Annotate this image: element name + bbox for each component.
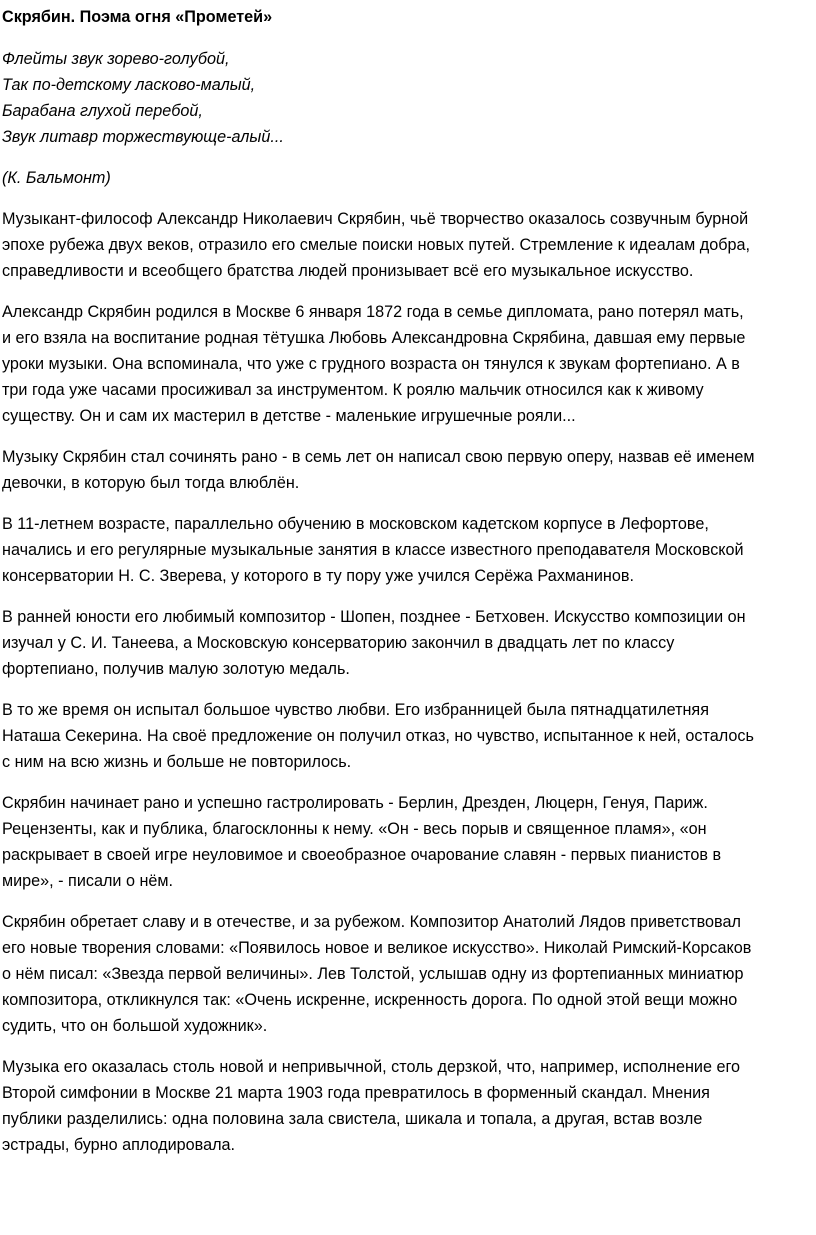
paragraph-line: уроки музыки. Она вспоминала, что уже с грудного возраста он тянулся к звукам фортепиано. А в [2,355,740,373]
paragraph-line: его новые творения словами: «Появилось новое и великое искусство». Николай Римский-Корсаков [2,939,752,957]
paragraph-line: начались и его регулярные музыкальные занятия в классе известного преподавателя Московской [2,541,744,559]
paragraph-line: В ранней юности его любимый композитор - Шопен, позднее - Бетховен. Искусство композиции он [2,608,746,626]
poem-line: Барабана глухой перебой, [2,102,203,120]
paragraph-line: изучал у С. И. Танеева, а Московскую консерваторию закончил в двадцать лет по классу [2,634,675,652]
paragraph-line: Музыку Скрябин стал сочинять рано - в семь лет он написал свою первую оперу, назвав её именем [2,448,755,466]
poem-line: Так по-детскому ласково-малый, [2,76,256,94]
paragraph-line: В 11-летнем возрасте, параллельно обучению в московском кадетском корпусе в Лефортове, [2,515,709,533]
paragraph-line: публики разделились: одна половина зала свистела, шикала и топала, а другая, встав возле [2,1110,703,1128]
poem-author: (К. Бальмонт) [2,169,111,187]
paragraph-line: Музыкант-философ Александр Николаевич Скрябин, чьё творчество оказалось созвучным бурной [2,210,749,228]
paragraph-line: Рецензенты, как и публика, благосклонны к нему. «Он - весь порыв и священное пламя», «он [2,820,707,838]
body-text [2,206,816,1158]
document-title: Скрябин. Поэма огня «Прометей» [2,8,273,26]
poem-line: Звук литавр торжествующе-алый... [2,128,284,146]
body-paragraph [2,206,816,284]
paragraph-line: существу. Он и сам их мастерил в детстве - маленькие игрушечные рояли... [2,407,576,425]
body-paragraph [2,444,816,496]
paragraph-line: о нём писал: «Звезда первой величины». Лев Толстой, услышав одну из фортепианных миниатюр [2,965,744,983]
paragraph-line: Александр Скрябин родился в Москве 6 января 1872 года в семье дипломата, рано потерял мать, [2,303,744,321]
body-paragraph [2,697,816,775]
paragraph-line: композитора, откликнулся так: «Очень искренне, искренность дорога. По одной этой вещи можно [2,991,738,1009]
paragraph-line: эстрады, бурно аплодировала. [2,1136,236,1154]
paragraph-line: с ним на всю жизнь и больше не повторилось. [2,753,352,771]
body-paragraph [2,299,816,429]
paragraph-line: девочки, в которую был тогда влюблён. [2,474,300,492]
body-paragraph [2,909,816,1039]
paragraph-line: судить, что он большой художник». [2,1017,268,1035]
paragraph-line: эпохе рубежа двух веков, отразило его смелые поиски новых путей. Стремление к идеалам добра, [2,236,751,254]
body-paragraph [2,604,816,682]
paragraph-line: и его взяла на воспитание родная тётушка Любовь Александровна Скрябина, давшая ему первые [2,329,746,347]
paragraph-line: Наташа Секерина. На своё предложение он получил отказ, но чувство, испытанное к ней, осталось [2,727,754,745]
paragraph-line: фортепиано, получив малую золотую медаль. [2,660,350,678]
body-paragraph [2,511,816,589]
paragraph-line: консерватории Н. С. Зверева, у которого в ту пору уже учился Серёжа Рахманинов. [2,567,634,585]
paragraph-line: Скрябин начинает рано и успешно гастролировать - Берлин, Дрезден, Люцерн, Генуя, Париж. [2,794,708,812]
paragraph-line: Музыка его оказалась столь новой и непривычной, столь дерзкой, что, например, исполнение его [2,1058,741,1076]
paragraph-line: В то же время он испытал большое чувство любви. Его избранницей была пятнадцатилетняя [2,701,709,719]
poem-epigraph [2,46,816,150]
paragraph-line: Второй симфонии в Москве 21 марта 1903 года превратилось в форменный скандал. Мнения [2,1084,710,1102]
paragraph-line: раскрывает в своей игре неуловимое и своеобразное очарование славян - первых пианистов в [2,846,722,864]
paragraph-line: Скрябин обретает славу и в отечестве, и за рубежом. Композитор Анатолий Лядов приветствовал [2,913,741,931]
paragraph-line: мире», - писали о нём. [2,872,174,890]
body-paragraph [2,790,816,894]
body-paragraph [2,1054,816,1158]
paragraph-line: справедливости и всеобщего братства людей пронизывает всё его музыкальное искусство. [2,262,694,280]
paragraph-line: три года уже часами просиживал за инструментом. К роялю мальчик относился как к живому [2,381,704,399]
poem-line: Флейты звук зорево-голубой, [2,50,230,68]
